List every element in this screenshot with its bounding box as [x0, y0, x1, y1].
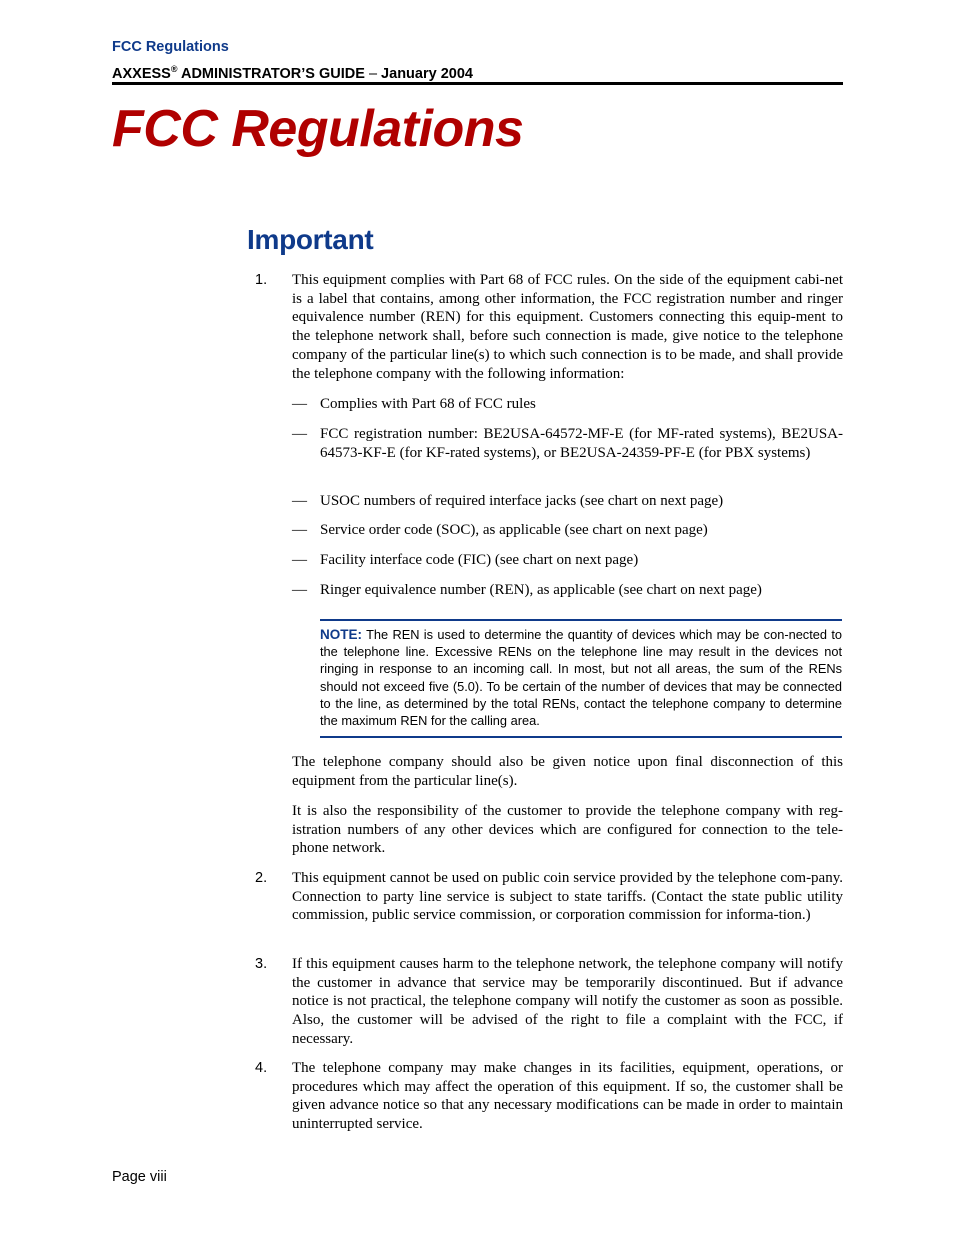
running-header	[112, 38, 843, 83]
running-header-section: FCC Regulations	[112, 39, 229, 55]
guide-name: ADMINISTRATOR’S GUIDE	[177, 66, 369, 82]
list-number: 1.	[255, 272, 268, 288]
note-body	[320, 621, 842, 736]
bullet-dash: —	[292, 493, 307, 509]
note-text: The REN is used to determine the quantity of devices which may be con-nected to the telephone line. Excessive RENs on the telephone line may result in the devices not ringing in response to an incoming call. In most, but not all areas, the sum of the RENs should not exceed five (5.0). To be certain of the number of devices that may be connected to the line, as determined by the total RENs, contact the telephone company to determine the maximum REN for the calling area.	[320, 627, 842, 729]
header-dash: –	[368, 66, 378, 82]
bullet-text: Facility interface code (FIC) (see chart on next page)	[320, 552, 639, 568]
bullet-dash: —	[292, 552, 307, 568]
bullet-dash: —	[292, 582, 307, 598]
bullet-text: USOC numbers of required interface jacks (see chart on next page)	[320, 493, 724, 509]
header-rule	[112, 82, 843, 85]
page-title: FCC Regulations	[112, 100, 524, 158]
page-footer: Page viii	[112, 1169, 167, 1185]
list-item-text: This equipment cannot be used on public coin service provided by the telephone com-pany. Connection to party line service is subject to state tariffs. (Contact the state public utility commission, public service commission, or corporation commission for informa-tion.)	[292, 870, 843, 924]
bullet-dash: —	[292, 426, 307, 442]
list-number: 2.	[255, 870, 268, 886]
list-number: 3.	[255, 956, 268, 972]
list-item-text: The telephone company may make changes in its facilities, equipment, operations, or procedures which may affect the operation of this equipment. If so, the customer shall be given advance notice so that any necessary modifications can be made in order to maintain uninterrupted service.	[292, 1060, 843, 1133]
product-name: AXXESS	[112, 66, 171, 82]
list-item-text: This equipment complies with Part 68 of FCC rules. On the side of the equipment cabi-net is a label that contains, among other information, the FCC registration number and ringer equivalence number (REN) for this equipment. Customers connecting this equip-ment to the telephone network shall, before such connection is made, give notice to the telephone company of the particular line(s) to which such connection is to be made, and shall provide the telephone company with the following information:	[292, 272, 843, 382]
list-item-text: If this equipment causes harm to the telephone network, the telephone company will notify the customer in advance that service may be temporarily discontinued. But if advance notice is not practical, the telephone company will notify the customer as soon as possible. Also, the customer will be advised of the right to file a complaint with the FCC, if necessary.	[292, 956, 843, 1047]
bullet-text: Ringer equivalence number (REN), as applicable (see chart on next page)	[320, 582, 762, 598]
bullet-text: Complies with Part 68 of FCC rules	[320, 396, 536, 412]
note-box	[320, 619, 842, 738]
bullet-text: FCC registration number: BE2USA-64572-MF-E (for MF-rated systems), BE2USA- 64573-KF-E (for KF-rated systems), or BE2USA-24359-PF-E (for PBX systems)	[320, 426, 843, 461]
running-header-guide	[112, 60, 843, 83]
paragraph: The telephone company should also be given notice upon final disconnection of this equipment from the particular line(s).	[292, 754, 843, 789]
bullet-dash: —	[292, 522, 307, 538]
list-number: 4.	[255, 1060, 268, 1076]
note-bottom-rule	[320, 736, 842, 738]
guide-date: January 2004	[377, 66, 473, 82]
note-label: NOTE:	[320, 627, 362, 642]
section-heading: Important	[247, 224, 374, 255]
paragraph: It is also the responsibility of the customer to provide the telephone company with reg-istration numbers of any other devices which are configured for connection to the tele-phone network.	[292, 803, 843, 857]
bullet-text: Service order code (SOC), as applicable (see chart on next page)	[320, 522, 708, 538]
bullet-dash: —	[292, 396, 307, 412]
registered-mark: ®	[170, 64, 178, 74]
